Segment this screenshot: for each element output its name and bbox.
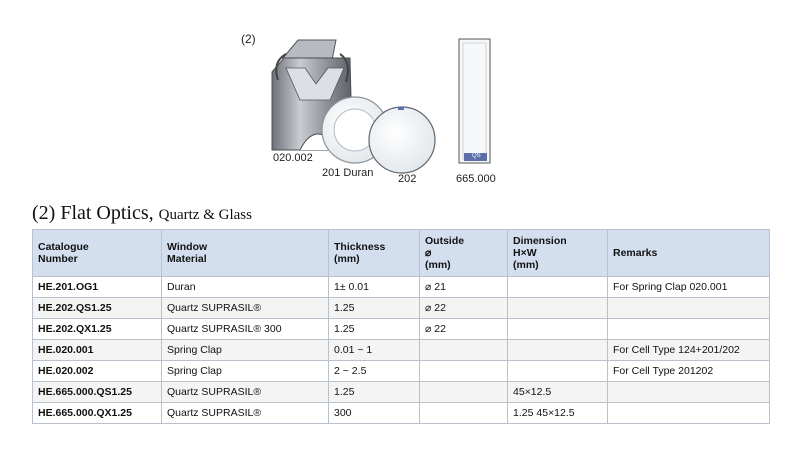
product-illustration bbox=[0, 0, 799, 200]
section-title-main: (2) Flat Optics, bbox=[32, 202, 154, 224]
cell-catalogue-number: HE.202.QS1.25 bbox=[33, 298, 162, 319]
cell-thickness: 0.01 ~ 1 bbox=[329, 340, 420, 361]
cell-remarks bbox=[608, 403, 770, 424]
cell-catalogue-number: HE.202.QX1.25 bbox=[33, 319, 162, 340]
cell-dimension bbox=[508, 298, 608, 319]
cell-thickness: 1.25 bbox=[329, 382, 420, 403]
cell-dimension bbox=[508, 361, 608, 382]
cell-remarks: For Cell Type 124+201/202 bbox=[608, 340, 770, 361]
quartz-window-image bbox=[369, 107, 435, 173]
cell-window-material: Quartz SUPRASIL® bbox=[162, 382, 329, 403]
cell-remarks: For Cell Type 201202 bbox=[608, 361, 770, 382]
cell-thickness: 1± 0.01 bbox=[329, 277, 420, 298]
header-dimension: Dimension H×W (mm) bbox=[508, 230, 608, 277]
cell-remarks: For Spring Clap 020.001 bbox=[608, 277, 770, 298]
cell-thickness: 2 ~ 2.5 bbox=[329, 361, 420, 382]
cell-dimension: 1.25 45×12.5 bbox=[508, 403, 608, 424]
product-figure bbox=[0, 0, 799, 200]
cell-remarks bbox=[608, 382, 770, 403]
cell-window-material: Duran bbox=[162, 277, 329, 298]
callout-201-duran: 201 Duran bbox=[322, 167, 374, 179]
cell-thickness: 1.25 bbox=[329, 319, 420, 340]
callout-665-000: 665.000 bbox=[456, 173, 496, 185]
spec-table bbox=[32, 229, 770, 424]
table-row bbox=[33, 403, 770, 424]
cell-remarks bbox=[608, 319, 770, 340]
table-row bbox=[33, 340, 770, 361]
header-remarks: Remarks bbox=[608, 230, 770, 277]
cell-outside bbox=[420, 340, 508, 361]
flat-slide-image bbox=[459, 39, 490, 163]
header-thickness: Thickness (mm) bbox=[329, 230, 420, 277]
cell-outside bbox=[420, 382, 508, 403]
cell-dimension bbox=[508, 277, 608, 298]
cell-catalogue-number: HE.665.000.QX1.25 bbox=[33, 403, 162, 424]
cell-outside bbox=[420, 361, 508, 382]
cell-dimension bbox=[508, 319, 608, 340]
table-row bbox=[33, 382, 770, 403]
cell-thickness: 300 bbox=[329, 403, 420, 424]
cell-remarks bbox=[608, 298, 770, 319]
cell-window-material: Quartz SUPRASIL® bbox=[162, 403, 329, 424]
cell-outside: ⌀ 22 bbox=[420, 298, 508, 319]
cell-outside bbox=[420, 403, 508, 424]
cell-catalogue-number: HE.665.000.QS1.25 bbox=[33, 382, 162, 403]
cell-window-material: Spring Clap bbox=[162, 340, 329, 361]
cell-thickness: 1.25 bbox=[329, 298, 420, 319]
cell-window-material: Spring Clap bbox=[162, 361, 329, 382]
figure-label: (2) bbox=[241, 32, 256, 46]
cell-outside: ⌀ 21 bbox=[420, 277, 508, 298]
section-title bbox=[32, 202, 252, 225]
table-row bbox=[33, 319, 770, 340]
header-catalogue-number: Catalogue Number bbox=[33, 230, 162, 277]
cell-dimension bbox=[508, 340, 608, 361]
cell-window-material: Quartz SUPRASIL® 300 bbox=[162, 319, 329, 340]
table-row bbox=[33, 361, 770, 382]
cell-catalogue-number: HE.020.001 bbox=[33, 340, 162, 361]
cell-window-material: Quartz SUPRASIL® bbox=[162, 298, 329, 319]
table-row bbox=[33, 277, 770, 298]
header-outside: Outside ⌀ (mm) bbox=[420, 230, 508, 277]
table-header-row bbox=[33, 230, 770, 277]
cell-dimension: 45×12.5 bbox=[508, 382, 608, 403]
section-title-sub: Quartz & Glass bbox=[158, 207, 252, 223]
header-window-material: Window Material bbox=[162, 230, 329, 277]
table-row bbox=[33, 298, 770, 319]
cell-outside: ⌀ 22 bbox=[420, 319, 508, 340]
cell-catalogue-number: HE.020.002 bbox=[33, 361, 162, 382]
callout-202: 202 bbox=[398, 173, 417, 185]
slide-mark: QS bbox=[472, 153, 481, 159]
callout-020-002: 020.002 bbox=[273, 152, 313, 164]
cell-catalogue-number: HE.201.OG1 bbox=[33, 277, 162, 298]
